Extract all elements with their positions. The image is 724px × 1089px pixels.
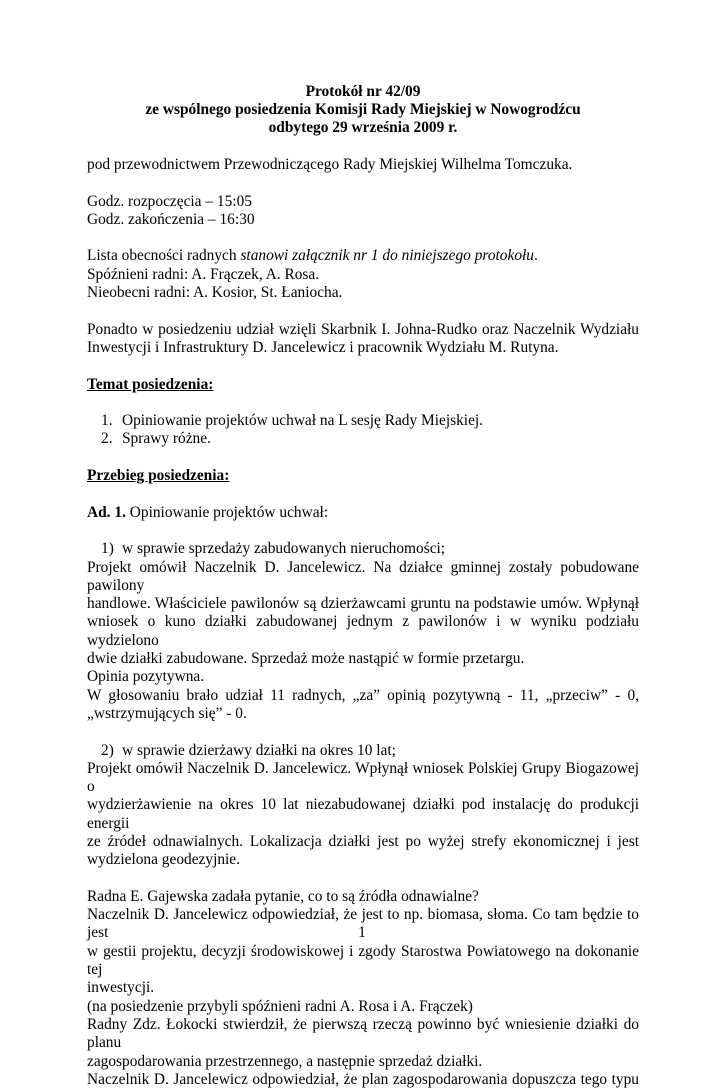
item-1-number: 1) [101,540,114,558]
course-heading: Przebieg posiedzenia: [87,467,230,485]
item-2-line: wydzielona geodezyjnie. [87,851,240,869]
item-1-opinion: Opinia pozytywna. [87,668,205,686]
arrival-note: (na posiedzenie przybyli spóźnieni radni A. Rosa i A. Frączek) [87,997,473,1015]
item-2-title-text: w sprawie dzierżawy działki na okres 10 lat; [122,741,396,759]
title-line-1: Protokół nr 42/09 [305,83,421,100]
item-1-line: dwie działki zabudowane. Sprzedaż może nastąpić w formie przetargu. [87,650,525,668]
attendance-prefix: Lista obecności radnych [87,247,241,265]
late-councillors: Spóźnieni radni: A. Frączek, A. Rosa. [87,265,320,283]
page-number: 1 [358,924,366,941]
attendance-line [87,247,639,265]
end-time: Godz. zakończenia – 16:30 [87,210,255,228]
item-1-line: wniosek o kuno działki zabudowanej jednym z pawilonów i w wyniku podziału wydzielono [87,613,639,649]
item-1-vote-line-2: „wstrzymujących się” - 0. [87,704,247,722]
item-2-line: Projekt omówił Naczelnik D. Jancelewicz. Wpłynął wniosek Polskiej Grupy Biogazowej o [87,759,639,796]
answer-line: w gestii projektu, decyzji środowiskowej i zgody Starostwa Powiatowego na dokonanie tej [87,942,639,979]
question-line: Radna E. Gajewska zadała pytanie, co to są źródła odnawialne? [87,887,479,905]
absent-councillors: Nieobecni radni: A. Kosior, St. Łaniocha. [87,284,343,302]
chair-line: pod przewodnictwem Przewodniczącego Rady Miejskiej Wilhelma Tomczuka. [87,156,573,173]
attendance-attachment: stanowi załącznik nr 1 do niniejszego protokołu [240,247,534,265]
item-2-number: 2) [101,741,114,759]
topic-item [87,430,639,448]
title-line-3: odbytego 29 września 2009 r. [268,119,458,136]
topic-heading: Temat posiedzenia: [87,375,214,393]
item-1-title-text: w sprawie sprzedaży zabudowanych nieruchomości; [122,540,446,558]
ad-1-line [87,504,639,522]
guests-line-2: Inwestycji i Infrastruktury D. Jancelewicz i pracownik Wydziału M. Rutyna. [87,338,559,356]
title-line-2: ze wspólnego posiedzenia Komisji Rady Miejskiej w Nowogrodźcu [145,101,581,118]
start-time: Godz. rozpoczęcia – 15:05 [87,192,252,210]
item-2-title [87,742,639,760]
item-1-title [87,540,639,558]
topic-item-text: Opiniowanie projektów uchwał na L sesję Rady Miejskiej. [122,412,484,430]
discussion-line: zagospodarowania przestrzennego, a następnie sprzedaż działki. [87,1052,483,1070]
topic-item-text: Sprawy różne. [122,430,211,448]
answer-line: inwestycji. [87,979,155,997]
item-2-line: wydzierżawienie na okres 10 lat niezabudowanej działki pod instalację do produkcji energii [87,796,639,832]
document-title [87,83,639,137]
answer-line: Naczelnik D. Jancelewicz odpowiedział, że jest to np. biomasa, słoma. Co tam będzie to jest [87,906,639,942]
guests-line-1: Ponadto w posiedzeniu udział wzięli Skarbnik I. Johna-Rudko oraz Naczelnik Wydziału [87,320,639,338]
discussion-line: Naczelnik D. Jancelewicz odpowiedział, że plan zagospodarowania dopuszcza tego typu [87,1070,639,1088]
topic-item [87,412,639,430]
attendance-suffix: . [534,247,538,265]
ad-1-text: Opiniowanie projektów uchwał: [125,503,329,521]
item-1-line: handlowe. Właściciele pawilonów są dzierżawcami gruntu na podstawie umów. Wpłynął [87,595,639,613]
item-1-line: Projekt omówił Naczelnik D. Jancelewicz. Na działce gminnej zostały pobudowane pawilony [87,558,639,594]
ad-1-label: Ad. 1. [87,503,126,521]
topic-item-number: 1. [101,412,113,430]
item-1-vote-line-1: W głosowaniu brało udział 11 radnych, „za” opinią pozytywną - 11, „przeciw” - 0, [87,686,639,704]
topic-item-number: 2. [101,430,113,448]
discussion-line: Radny Zdz. Łokocki stwierdził, że pierwszą rzeczą powinno być wniesienie działki do planu [87,1015,639,1052]
item-2-line: ze źródeł odnawialnych. Lokalizacja działki jest po wyżej strefy ekonomicznej i jest [87,832,639,850]
